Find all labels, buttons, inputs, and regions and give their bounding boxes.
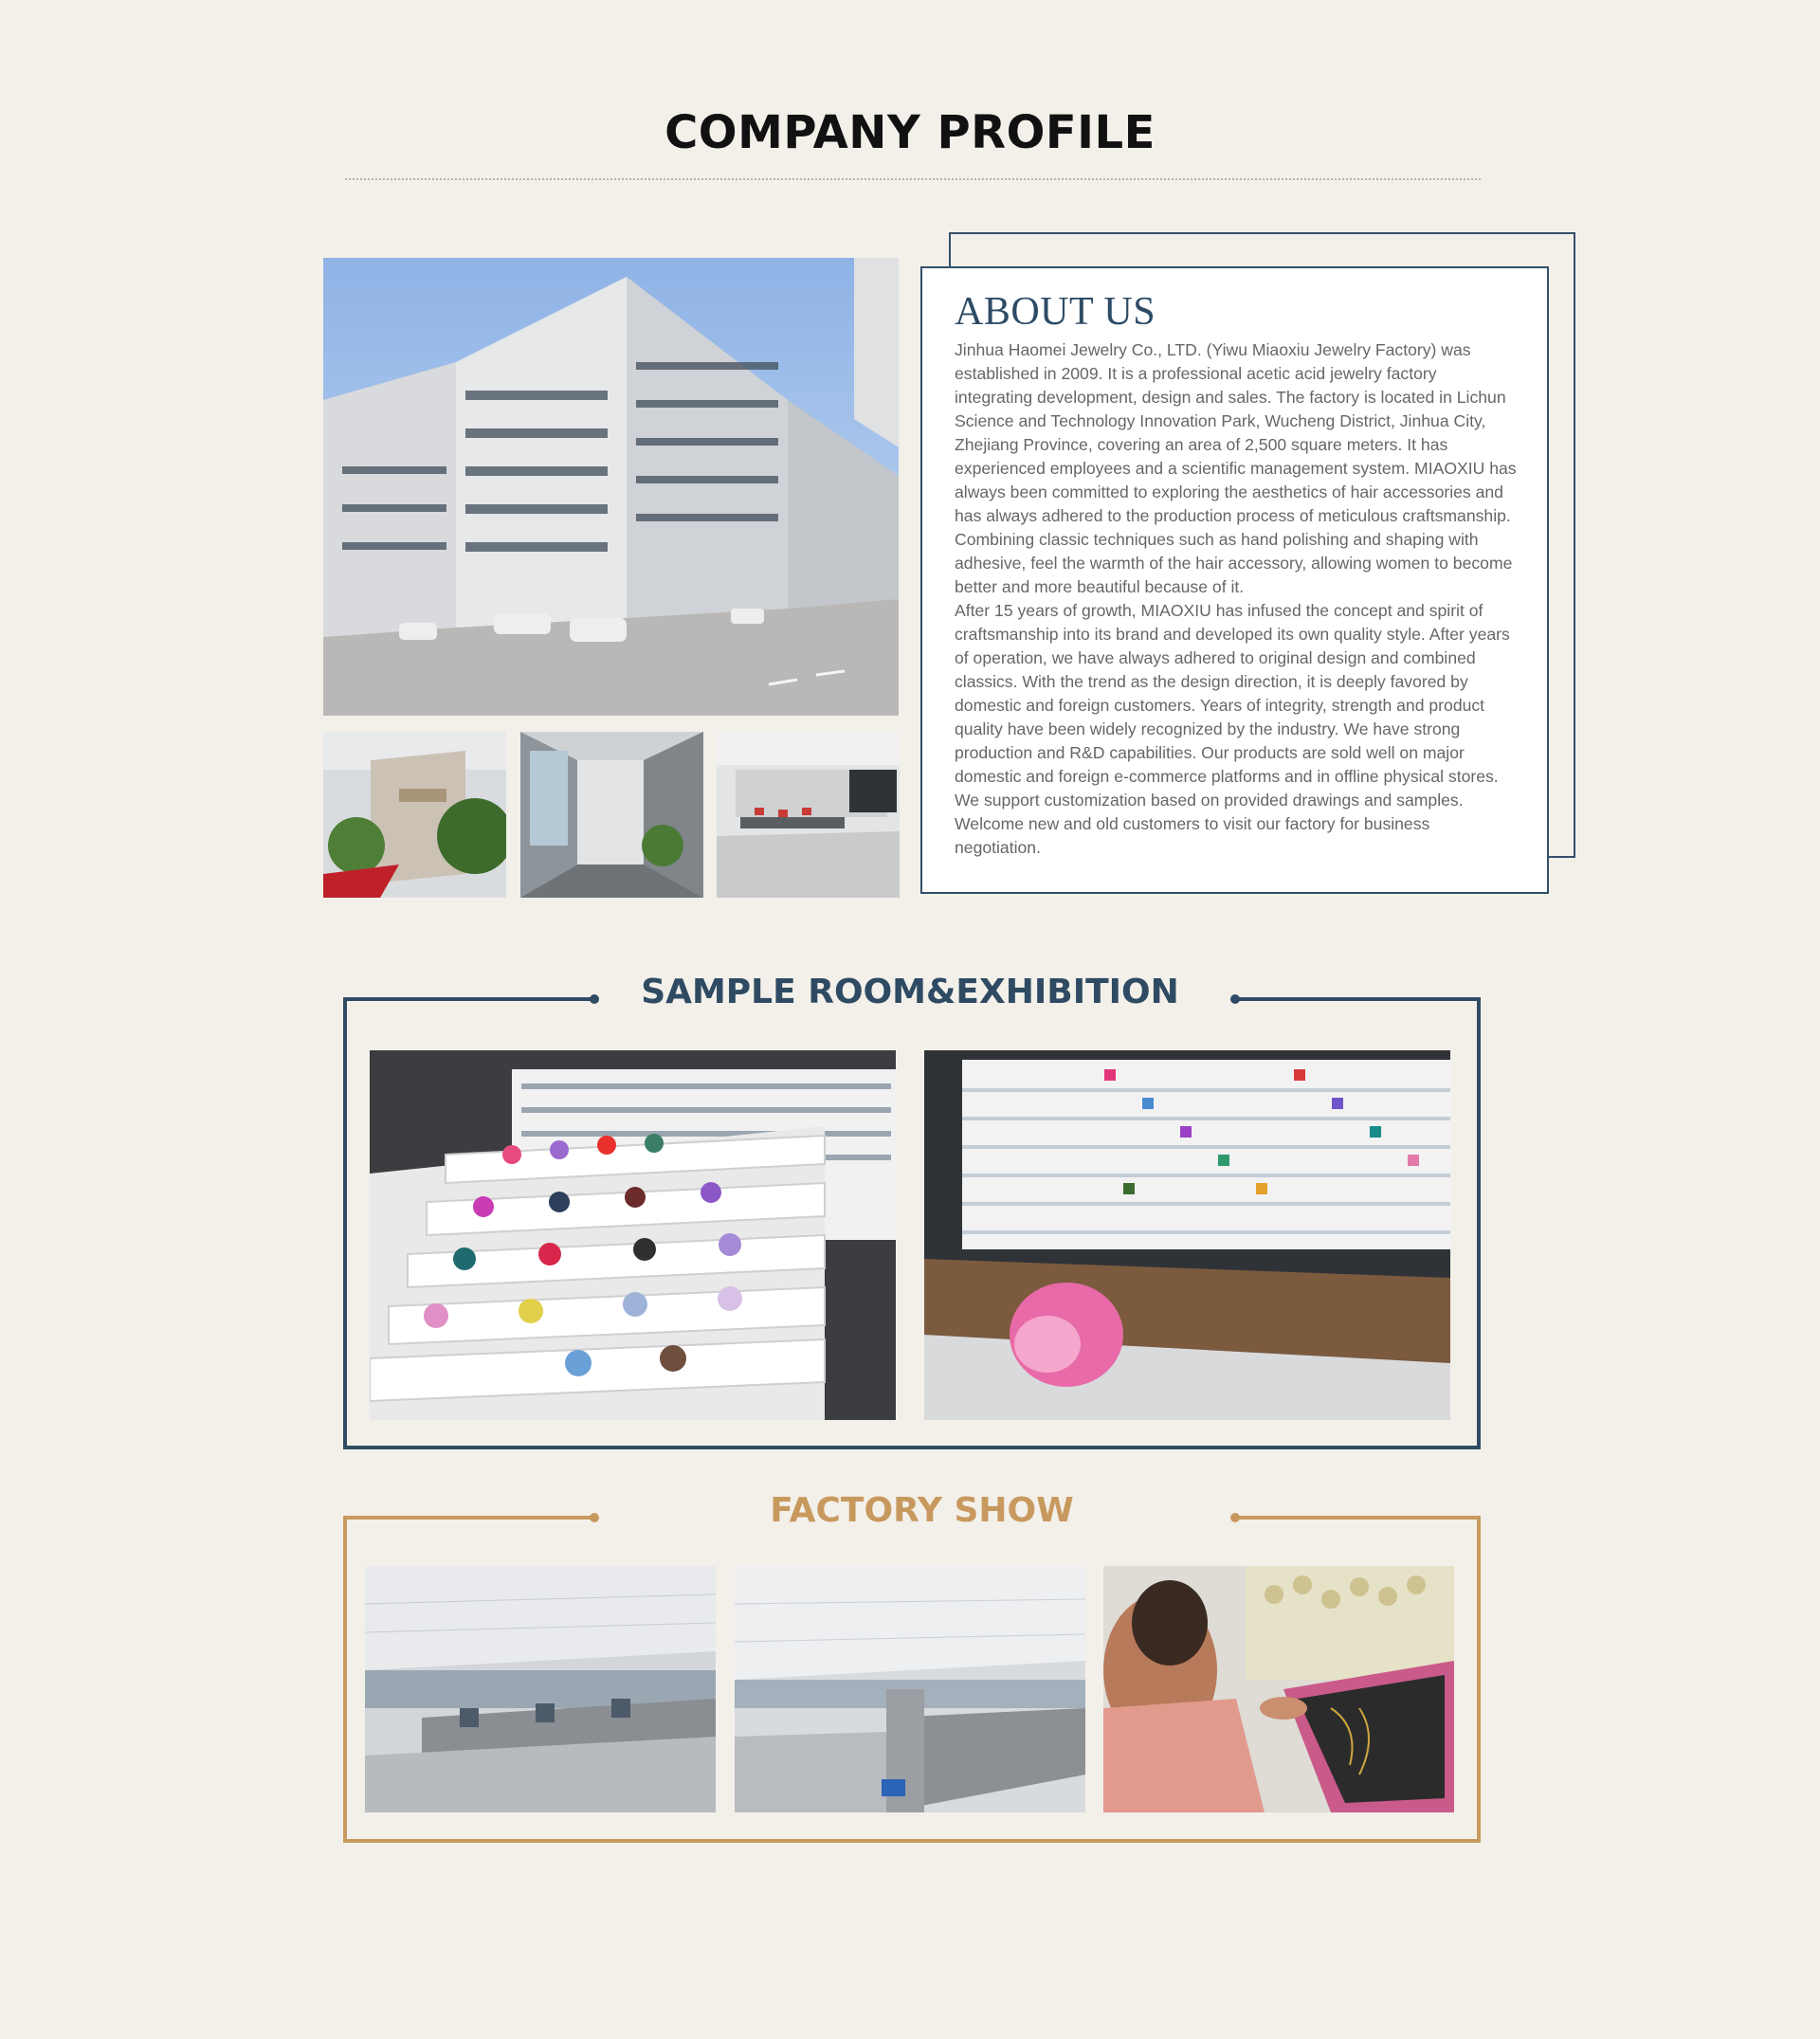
sample-room-photo-left (370, 1050, 896, 1420)
lobby-photo (323, 732, 506, 898)
about-us-card (920, 266, 1549, 894)
sample-room-title: SAMPLE ROOM&EXHIBITION (641, 973, 1179, 1011)
sample-frame-top-right (1232, 997, 1481, 1001)
factory-building-photo (323, 258, 899, 716)
factory-show-title: FACTORY SHOW (770, 1491, 1074, 1530)
factory-floor-photo-1 (365, 1566, 716, 1812)
page-title: COMPANY PROFILE (664, 106, 1156, 159)
factory-floor-photo-2 (735, 1566, 1085, 1812)
sample-frame-top-left (343, 997, 596, 1001)
factory-frame-top-left (343, 1516, 596, 1520)
title-divider (345, 178, 1481, 180)
sample-room-photo-right (924, 1050, 1450, 1420)
about-us-text: Jinhua Haomei Jewelry Co., LTD. (Yiwu Miaoxiu Jewelry Factory) was established in 2009. It is a professional acetic acid jewelry factory integrating development, design and sales. The factory is located in Lichun Science and Technology Innovation Park, Wucheng District, Jinhua City, Zhejiang Province, covering an area of 2,500 square meters. It has experienced employees and a scientific management system. MIAOXIU has always been committed to exploring the aesthetics of hair accessories and has always adhered to the production process of meticulous craftsmanship. Combining classic techniques such as hand polishing and shaping with adhesive, feel the warmth of the hair accessory, allowing women to become better and more beautiful because of it. After 15 years of growth, MIAOXIU has infused the concept and spirit of craftsmanship into its brand and developed its own quality style. After years of operation, we have always adhered to original design and combined classics. With the trend as the design direction, it is deeply favored by domestic and foreign customers. Years of integrity, strength and product quality have been widely recognized by the industry. We have strong production and R&D capabilities. Our products are sold well on major domestic and foreign e-commerce platforms and in offline physical stores. We support customization based on provided drawings and samples. Welcome new and old customers to visit our factory for business negotiation. (955, 340, 1517, 857)
corridor-photo (520, 732, 703, 898)
office-photo (717, 732, 900, 898)
about-us-heading: ABOUT US (955, 290, 1156, 334)
worker-crafting-photo (1103, 1566, 1454, 1812)
